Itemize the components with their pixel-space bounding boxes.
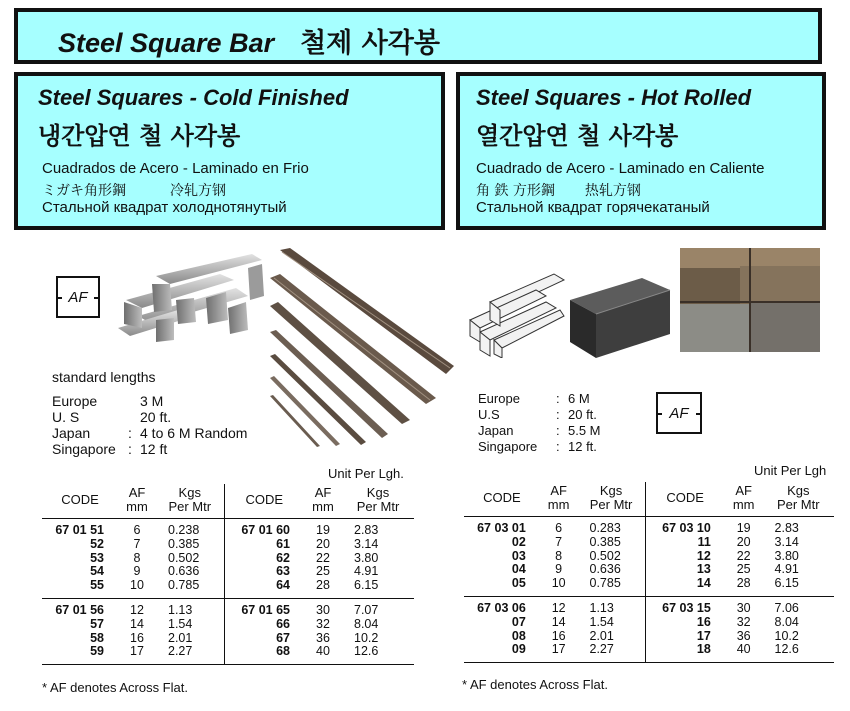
kg-cell: 1.13: [589, 600, 614, 615]
table-row: [42, 579, 414, 598]
cold-title-cn: 冷轧方钢: [170, 183, 226, 199]
kg-cell: 4.91: [354, 564, 379, 579]
length-region: U.S: [478, 407, 500, 422]
column-header-unit: Per Mtr: [168, 499, 212, 514]
af-cell: 20: [316, 536, 330, 551]
af-cell: 22: [316, 550, 330, 565]
af-cell: 9: [555, 562, 563, 577]
hot-lengths-list: [478, 391, 601, 455]
table-row: [464, 616, 834, 630]
code-cell: 11: [645, 536, 725, 550]
af-cell: 25: [736, 562, 751, 577]
code-cell: 67 03 01: [477, 521, 526, 535]
code-cell: 18: [645, 643, 725, 662]
kg-cell: 3.14: [774, 534, 799, 549]
code-cell: 14: [645, 577, 725, 596]
code-cell: 67 01 60: [224, 519, 304, 538]
length-value: 3 M: [140, 393, 164, 409]
kg-cell: 12.6: [763, 643, 834, 662]
code-cell: 68: [224, 645, 304, 664]
kg-cell: 0.238: [168, 523, 200, 537]
af-cell: 25: [316, 564, 330, 579]
code-cell: 67 01 51: [55, 523, 104, 537]
kg-cell: 2.27: [156, 645, 224, 664]
code-cell: 67 01 56: [55, 602, 104, 617]
af-cell: 32: [316, 616, 330, 631]
column-header-label: AF: [128, 485, 146, 500]
cold-title-ru: Стальной квадрат холоднотянутый: [42, 199, 287, 216]
kg-cell: 10.2: [354, 630, 379, 645]
hot-title-cn: 热轧方钢: [584, 183, 641, 199]
kg-cell: 3.80: [774, 548, 799, 563]
af-cell: 7: [133, 536, 141, 551]
kg-cell: 0.283: [589, 521, 621, 535]
cold-lengths-list: [52, 393, 247, 457]
kg-cell: 8.04: [774, 614, 799, 629]
banner-title-en: Steel Square Bar: [58, 28, 275, 58]
hot-bar-block-photo: [566, 276, 674, 360]
code-cell: 67 03 10: [645, 517, 725, 536]
cold-finished-table: [42, 484, 414, 665]
table-row: [42, 519, 414, 538]
kg-cell: 7.07: [354, 602, 379, 617]
code-cell: 64: [224, 579, 304, 598]
length-value: 20 ft.: [140, 409, 172, 425]
banner-title-ko: 철제 사각봉: [300, 28, 440, 59]
af-cell: 28: [725, 577, 763, 596]
af-cell: 17: [118, 645, 156, 664]
kg-cell: 7.06: [774, 600, 799, 615]
table-row: [42, 632, 414, 646]
table-row: [464, 596, 834, 615]
kg-cell: 2.83: [774, 521, 799, 535]
code-cell: 67 01 65: [224, 598, 304, 617]
af-cell: 14: [551, 614, 566, 629]
column-header-label: Kgs: [599, 483, 623, 498]
title-banner: [14, 8, 822, 64]
af-cell: 12: [130, 602, 144, 617]
length-row: Japan : 5.5 M: [478, 423, 601, 438]
code-cell: 61: [224, 538, 304, 552]
af-cell: 9: [133, 564, 141, 579]
af-cell: 14: [130, 616, 144, 631]
column-header-label: AF: [550, 483, 567, 498]
hot-title-ko: 열간압연 철 사각봉: [476, 122, 679, 150]
kg-cell: 0.385: [589, 534, 621, 549]
table-row: [464, 550, 834, 564]
af-cell: 36: [736, 628, 751, 643]
cold-title-asian: [42, 180, 226, 200]
hot-title-en: Steel Squares - Hot Rolled: [476, 85, 752, 110]
cold-title-en: Steel Squares - Cold Finished: [38, 85, 349, 110]
cold-bars-rods-photo: [270, 248, 456, 448]
code-cell: 57: [90, 616, 104, 631]
cold-title-jp: ミガキ角形鋼: [42, 183, 126, 199]
table-row: [42, 565, 414, 579]
length-row: [52, 393, 247, 409]
af-cell: 32: [736, 614, 751, 629]
table-row: [42, 618, 414, 632]
length-row: U.S : 20 ft.: [478, 407, 597, 422]
column-header-label: AF: [735, 483, 752, 498]
hot-title-jp: 角 鉄 方形鋼: [476, 183, 555, 199]
column-header: [725, 482, 763, 517]
kg-cell: 0.785: [156, 579, 224, 598]
kg-cell: 12.6: [342, 645, 414, 664]
hot-af-note: * AF denotes Across Flat.: [462, 677, 608, 692]
kg-cell: 2.01: [589, 628, 614, 643]
code-cell: 54: [90, 564, 104, 579]
af-diagram-icon: [56, 276, 100, 318]
table-row: [42, 645, 414, 664]
code-cell: 63: [224, 565, 304, 579]
column-header: [304, 484, 342, 519]
column-header: [540, 482, 578, 517]
cold-title-ko: 냉간압연 철 사각봉: [38, 122, 241, 150]
code-cell: 13: [645, 563, 725, 577]
kg-cell: 1.13: [168, 602, 193, 617]
table-row: [42, 552, 414, 566]
column-header-label: CODE: [666, 490, 704, 505]
code-cell: 67 03 15: [645, 596, 725, 615]
code-cell: 02: [511, 534, 526, 549]
column-header: [342, 484, 414, 519]
hot-title-es: Cuadrado de Acero - Laminado en Caliente: [476, 160, 765, 177]
kg-cell: 1.54: [589, 614, 614, 629]
standard-lengths-heading: standard lengths: [52, 369, 156, 385]
length-row: [52, 409, 247, 425]
kg-cell: 2.01: [168, 630, 193, 645]
code-cell: 17: [645, 630, 725, 644]
column-header-unit: Per Mtr: [776, 497, 820, 512]
cold-af-note: * AF denotes Across Flat.: [42, 680, 188, 695]
af-cell: 19: [736, 521, 751, 535]
length-region: Singapore: [52, 441, 116, 457]
kg-cell: 0.385: [168, 536, 200, 551]
table-row: [464, 563, 834, 577]
af-cell: 6: [555, 521, 563, 535]
code-cell: 55: [42, 579, 118, 598]
column-header: [763, 482, 834, 517]
column-header-unit: mm: [732, 497, 755, 512]
af-cell: 30: [316, 602, 330, 617]
code-cell: 62: [224, 552, 304, 566]
af-cell: 28: [304, 579, 342, 598]
hot-unit-label: Unit Per Lgh: [754, 463, 827, 478]
banner-title: [58, 21, 440, 60]
cold-bars-bundle-photo: [116, 248, 264, 346]
af-cell: 16: [551, 628, 566, 643]
table-row: [464, 536, 834, 550]
length-value: 6 M: [568, 391, 590, 406]
code-cell: 58: [90, 630, 104, 645]
kg-cell: 4.91: [774, 562, 799, 577]
code-cell: 08: [511, 628, 526, 643]
code-cell: 52: [90, 536, 104, 551]
code-cell: 03: [511, 548, 526, 563]
af-cell: 8: [555, 548, 563, 563]
column-header-unit: Per Mtr: [356, 499, 400, 514]
af-diagram-icon: [656, 392, 702, 434]
kg-cell: 0.636: [589, 562, 621, 577]
af-cell: 17: [540, 643, 578, 662]
af-cell: 12: [551, 600, 566, 615]
column-header: [464, 482, 540, 517]
code-cell: 12: [645, 550, 725, 564]
af-label: AF: [68, 289, 88, 306]
length-value: 4 to 6 M Random: [140, 425, 248, 441]
column-header-unit: mm: [312, 499, 334, 514]
length-value: 20 ft.: [568, 407, 597, 422]
code-cell: 04: [511, 562, 526, 577]
kg-cell: 0.502: [168, 550, 200, 565]
code-cell: 16: [645, 616, 725, 630]
length-region: Europe: [52, 393, 98, 409]
code-cell: 67: [224, 632, 304, 646]
length-value: 12 ft.: [568, 439, 597, 454]
column-header-label: Kgs: [366, 485, 390, 500]
kg-cell: 0.636: [168, 564, 200, 579]
af-cell: 19: [316, 523, 330, 537]
column-header-label: CODE: [61, 492, 99, 507]
af-cell: 16: [130, 630, 144, 645]
table-row: [464, 643, 834, 662]
table-row: [42, 598, 414, 617]
hot-title-ru: Стальной квадрат горячекатаный: [476, 199, 710, 216]
kg-cell: 0.502: [589, 548, 621, 563]
length-region: Singapore: [478, 439, 538, 454]
kg-cell: 0.785: [578, 577, 646, 596]
table-header-row: [464, 482, 834, 517]
hot-rolled-header: [456, 72, 826, 230]
length-value: 12 ft: [140, 441, 168, 457]
kg-cell: 2.83: [354, 523, 379, 537]
kg-cell: 6.15: [342, 579, 414, 598]
kg-cell: 2.27: [578, 643, 646, 662]
table-row: [464, 577, 834, 596]
af-cell: 10: [118, 579, 156, 598]
cold-finished-header: [14, 72, 445, 230]
hot-title-asian: [476, 180, 641, 200]
column-header-unit: mm: [126, 499, 148, 514]
length-region: Europe: [478, 391, 520, 406]
length-row: Singapore : 12 ft: [52, 441, 168, 457]
code-cell: 05: [464, 577, 540, 596]
kg-cell: 8.04: [354, 616, 379, 631]
length-row: Japan : 4 to 6 M Random: [52, 425, 248, 441]
kg-cell: 1.54: [168, 616, 193, 631]
column-header: [42, 484, 118, 519]
column-header-unit: mm: [547, 497, 570, 512]
code-cell: 07: [511, 614, 526, 629]
af-cell: 20: [736, 534, 751, 549]
kg-cell: 6.15: [763, 577, 834, 596]
length-row: Europe : 6 M: [478, 391, 590, 406]
column-header: [224, 484, 304, 519]
kg-cell: 10.2: [774, 628, 799, 643]
cold-unit-label: Unit Per Lgh.: [328, 466, 404, 481]
length-region: Japan: [478, 423, 514, 438]
column-header-label: CODE: [245, 492, 284, 507]
length-region: Japan: [52, 425, 91, 441]
kg-cell: 3.80: [354, 550, 379, 565]
table-header-row: [42, 484, 414, 519]
length-row: Singapore : 12 ft.: [478, 439, 597, 454]
column-header: [578, 482, 646, 517]
af-cell: 40: [725, 643, 763, 662]
length-value: 5.5 M: [568, 423, 601, 438]
column-header-label: Kgs: [178, 485, 201, 500]
code-cell: 53: [90, 550, 104, 565]
code-cell: 66: [224, 618, 304, 632]
code-cell: 67 03 06: [477, 600, 526, 615]
length-region: U. S: [52, 409, 80, 425]
af-cell: 30: [736, 600, 751, 615]
af-cell: 6: [133, 523, 141, 537]
column-header-label: Kgs: [787, 483, 810, 498]
column-header-label: CODE: [483, 490, 521, 505]
af-cell: 10: [540, 577, 578, 596]
column-header: [156, 484, 224, 519]
table-row: [464, 630, 834, 644]
code-cell: 59: [42, 645, 118, 664]
table-row: [42, 538, 414, 552]
af-cell: 22: [736, 548, 751, 563]
cold-title-es: Cuadrados de Acero - Laminado en Frio: [42, 160, 309, 177]
af-cell: 7: [555, 534, 563, 549]
column-header: [645, 482, 725, 517]
af-cell: 8: [133, 550, 141, 565]
column-header-unit: Per Mtr: [589, 497, 633, 512]
code-cell: 09: [464, 643, 540, 662]
hot-bars-ends-photo: [680, 248, 820, 352]
hot-rolled-table: [464, 482, 834, 663]
column-header: [118, 484, 156, 519]
af-cell: 40: [304, 645, 342, 664]
af-label: AF: [669, 405, 689, 422]
column-header-label: AF: [314, 485, 332, 500]
hot-bars-bundle-photo: [466, 272, 566, 358]
af-cell: 36: [316, 630, 330, 645]
table-row: [464, 517, 834, 536]
kg-cell: 3.14: [354, 536, 379, 551]
